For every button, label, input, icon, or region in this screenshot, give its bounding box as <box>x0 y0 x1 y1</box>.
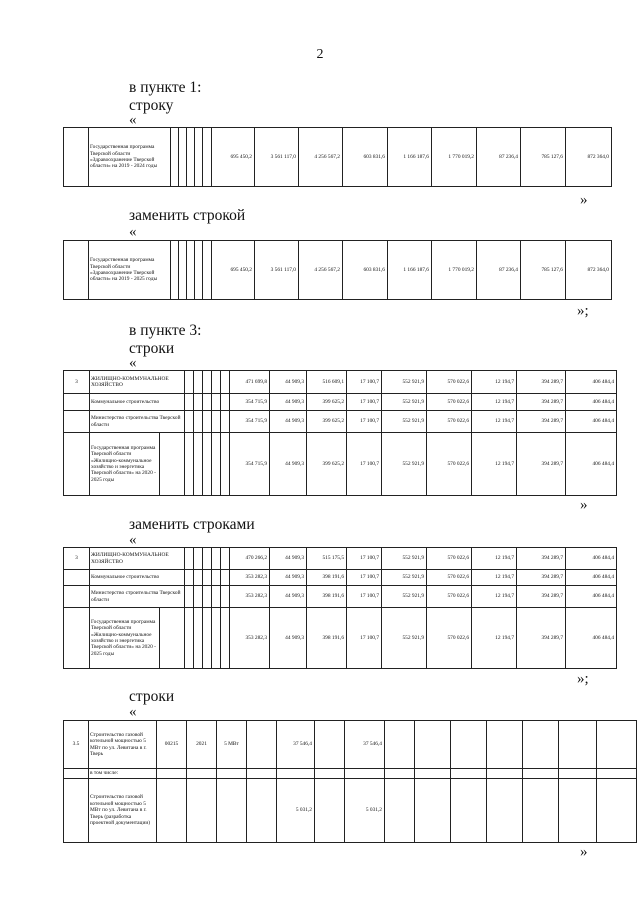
value-cell: 1 166 187,6 <box>388 128 432 187</box>
value-cell: 17 100,7 <box>347 433 382 496</box>
value-cell: 5 031,2 <box>277 779 315 843</box>
row-name: Коммунальное строительство <box>90 394 185 411</box>
close-quote: » <box>580 497 588 513</box>
row-number <box>64 394 90 411</box>
value-cell: 398 191,6 <box>307 586 347 608</box>
value-cell: 470 266,2 <box>230 548 270 570</box>
code-cell: 00215 <box>157 721 187 769</box>
value-cell: 87 236,4 <box>477 241 521 300</box>
table-point-3-old <box>63 370 617 496</box>
value-cell: 12 194,7 <box>472 608 517 669</box>
value-cell: 4 256 567,2 <box>299 241 343 300</box>
row-number <box>64 608 90 669</box>
value-cell: 406 484,4 <box>566 433 617 496</box>
value-cell: 399 625,2 <box>307 394 347 411</box>
value-cell: 394 289,7 <box>517 394 566 411</box>
value-cell: 353 282,3 <box>230 570 270 586</box>
value-cell: 394 289,7 <box>517 411 566 433</box>
value-cell: 406 484,4 <box>566 608 617 669</box>
value-cell: 406 484,4 <box>566 586 617 608</box>
table-row <box>64 241 612 300</box>
value-cell: 353 282,3 <box>230 608 270 669</box>
value-cell: 570 022,6 <box>427 433 472 496</box>
value-cell: 394 289,7 <box>517 608 566 669</box>
value-cell: 552 921,9 <box>382 371 427 394</box>
value-cell: 406 484,4 <box>566 394 617 411</box>
open-quote: « <box>129 112 137 128</box>
value-cell: 44 909,3 <box>270 608 307 669</box>
table-row <box>64 394 617 411</box>
value-cell: 3 561 117,0 <box>255 128 299 187</box>
value-cell: 603 831,6 <box>343 128 388 187</box>
value-cell: 515 175,5 <box>307 548 347 570</box>
value-cell: 5 031,2 <box>345 779 385 843</box>
table-row <box>64 769 637 779</box>
value-cell: 570 022,6 <box>427 570 472 586</box>
close-quote: » <box>580 844 588 860</box>
value-cell: 570 022,6 <box>427 586 472 608</box>
year-cell: 2021 <box>187 721 217 769</box>
row-name: Государственная программа Тверской области «Жилищно-коммунальное хозяйство и энергетика Тверской области» на 2020 - 2025 годы <box>90 608 160 669</box>
value-cell: 17 100,7 <box>347 608 382 669</box>
row-number <box>64 411 90 433</box>
value-cell: 570 022,6 <box>427 608 472 669</box>
value-cell: 406 484,4 <box>566 570 617 586</box>
row-number <box>64 433 90 496</box>
row-name: Министерство строительства Тверской области <box>90 411 185 433</box>
value-cell: 44 909,3 <box>270 411 307 433</box>
table-row <box>64 608 617 669</box>
open-quote: « <box>129 224 137 240</box>
open-quote: « <box>129 532 137 548</box>
table-row <box>64 411 617 433</box>
value-cell: 406 484,4 <box>566 371 617 394</box>
heading-rows: строки <box>129 340 175 357</box>
close-quote: » <box>580 192 588 208</box>
value-cell: 17 100,7 <box>347 586 382 608</box>
value-cell: 406 484,4 <box>566 548 617 570</box>
row-number <box>64 586 90 608</box>
value-cell: 44 909,3 <box>270 433 307 496</box>
value-cell: 872 364,0 <box>566 128 612 187</box>
value-cell: 354 715,9 <box>230 394 270 411</box>
value-cell: 570 022,6 <box>427 548 472 570</box>
value-cell: 394 289,7 <box>517 586 566 608</box>
row-number: 3 <box>64 371 90 394</box>
value-cell: 399 625,2 <box>307 433 347 496</box>
row-number <box>64 570 90 586</box>
table-point-1-new <box>63 240 612 300</box>
table-row <box>64 548 617 570</box>
value-cell: 471 699,8 <box>230 371 270 394</box>
value-cell: 394 289,7 <box>517 371 566 394</box>
heading-rows: строки <box>129 688 175 705</box>
program-name: Государственная программа Тверской области «Здравоохранение Тверской области» на 2019 - 2025 годы <box>89 241 171 300</box>
row-name: Министерство строительства Тверской области <box>90 586 185 608</box>
table-row <box>64 779 637 843</box>
value-cell: 17 100,7 <box>347 371 382 394</box>
value-cell: 398 191,6 <box>307 608 347 669</box>
row-name: ЖИЛИЩНО-КОММУНАЛЬНОЕ ХОЗЯЙСТВО <box>90 548 185 570</box>
table-item-3-5 <box>63 720 637 843</box>
value-cell: 603 831,6 <box>343 241 388 300</box>
value-cell: 37 546,4 <box>277 721 315 769</box>
value-cell: 785 127,6 <box>521 128 566 187</box>
value-cell: 516 609,1 <box>307 371 347 394</box>
value-cell: 3 561 117,0 <box>255 241 299 300</box>
value-cell: 399 625,2 <box>307 411 347 433</box>
value-cell: 44 909,3 <box>270 586 307 608</box>
row-name: в том числе: <box>89 769 157 779</box>
value-cell: 394 289,7 <box>517 570 566 586</box>
row-name: Строительство газовой котельной мощностью 5 МВт по ул. Левитана в г. Тверь <box>89 721 157 769</box>
table-point-1-old <box>63 127 612 187</box>
value-cell: 695 450,2 <box>212 128 255 187</box>
value-cell: 12 194,7 <box>472 586 517 608</box>
value-cell: 1 770 019,2 <box>432 241 477 300</box>
value-cell: 695 450,2 <box>212 241 255 300</box>
heading-point-3: в пункте 3: <box>129 322 202 339</box>
value-cell: 394 289,7 <box>517 548 566 570</box>
value-cell: 353 282,3 <box>230 586 270 608</box>
value-cell: 552 921,9 <box>382 608 427 669</box>
value-cell: 12 194,7 <box>472 570 517 586</box>
value-cell: 17 100,7 <box>347 394 382 411</box>
value-cell: 17 100,7 <box>347 411 382 433</box>
value-cell: 398 191,6 <box>307 570 347 586</box>
power-cell: 5 МВт <box>217 721 247 769</box>
table-row <box>64 570 617 586</box>
open-quote: « <box>129 355 137 371</box>
value-cell: 552 921,9 <box>382 394 427 411</box>
table-row <box>64 721 637 769</box>
row-name: Коммунальное строительство <box>90 570 185 586</box>
table-point-3-new <box>63 547 617 669</box>
value-cell: 12 194,7 <box>472 548 517 570</box>
value-cell: 406 484,4 <box>566 411 617 433</box>
value-cell: 552 921,9 <box>382 570 427 586</box>
value-cell: 552 921,9 <box>382 548 427 570</box>
row-name: Государственная программа Тверской области «Жилищно-коммунальное хозяйство и энергетика Тверской области» на 2020 - 2025 годы <box>90 433 160 496</box>
value-cell: 87 236,4 <box>477 128 521 187</box>
value-cell: 12 194,7 <box>472 411 517 433</box>
close-quote-semicolon: »; <box>577 671 589 687</box>
row-number: 3 <box>64 548 90 570</box>
value-cell: 552 921,9 <box>382 433 427 496</box>
value-cell: 394 289,7 <box>517 433 566 496</box>
value-cell: 44 909,3 <box>270 570 307 586</box>
value-cell: 37 546,4 <box>345 721 385 769</box>
program-name: Государственная программа Тверской области «Здравоохранение Тверской области» на 2019 - 2024 годы <box>89 128 171 187</box>
value-cell: 570 022,6 <box>427 371 472 394</box>
table-row <box>64 128 612 187</box>
value-cell: 354 715,9 <box>230 411 270 433</box>
value-cell: 12 194,7 <box>472 394 517 411</box>
value-cell: 17 100,7 <box>347 570 382 586</box>
row-name: Строительство газовой котельной мощностью 5 МВт по ул. Левитана в г. Тверь (разработка проектной документации) <box>89 779 157 843</box>
value-cell: 354 715,9 <box>230 433 270 496</box>
value-cell: 12 194,7 <box>472 371 517 394</box>
value-cell: 1 166 187,6 <box>388 241 432 300</box>
value-cell: 44 909,3 <box>270 394 307 411</box>
replace-heading: заменить строками <box>129 516 255 533</box>
value-cell: 44 909,3 <box>270 548 307 570</box>
close-quote-semicolon: »; <box>577 303 589 319</box>
table-row <box>64 586 617 608</box>
table-row <box>64 433 617 496</box>
value-cell: 4 256 567,2 <box>299 128 343 187</box>
row-number: 3.5 <box>64 721 89 769</box>
value-cell: 1 770 019,2 <box>432 128 477 187</box>
value-cell: 44 909,3 <box>270 371 307 394</box>
row-name: ЖИЛИЩНО-КОММУНАЛЬНОЕ ХОЗЯЙСТВО <box>90 371 185 394</box>
value-cell: 552 921,9 <box>382 411 427 433</box>
value-cell: 785 127,6 <box>521 241 566 300</box>
value-cell: 570 022,6 <box>427 394 472 411</box>
value-cell: 12 194,7 <box>472 433 517 496</box>
value-cell: 570 022,6 <box>427 411 472 433</box>
open-quote: « <box>129 704 137 720</box>
page-number: 2 <box>316 47 324 62</box>
table-row <box>64 371 617 394</box>
replace-heading: заменить строкой <box>129 207 246 224</box>
heading-row: строку <box>129 97 174 114</box>
value-cell: 17 100,7 <box>347 548 382 570</box>
value-cell: 552 921,9 <box>382 586 427 608</box>
heading-point-1: в пункте 1: <box>129 79 202 96</box>
value-cell: 872 364,0 <box>566 241 612 300</box>
